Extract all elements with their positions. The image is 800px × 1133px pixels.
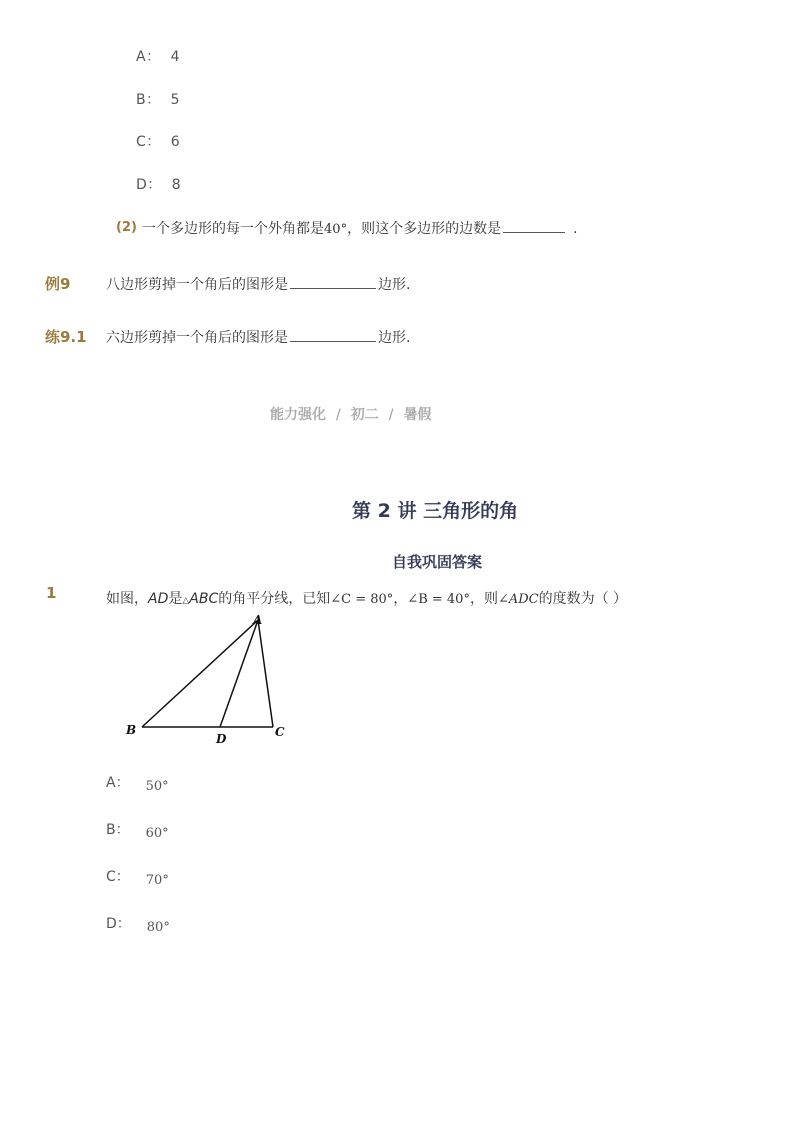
option-label: A： — [136, 49, 161, 65]
footer-separator: / — [388, 407, 394, 423]
text-part: 是 — [168, 591, 183, 607]
lesson-title: 第 2 讲 三角形的角 — [352, 500, 519, 522]
text-part: 边形. — [378, 277, 411, 293]
option-label: B： — [106, 822, 130, 838]
label-d: D — [216, 732, 227, 746]
option-value: 70° — [145, 873, 169, 888]
problem-number: 1 — [46, 584, 57, 602]
option-label: C： — [106, 869, 130, 885]
triangle-symbol: △ — [182, 596, 190, 606]
option-d — [136, 174, 181, 194]
text-part: 六边形剪掉一个角后的图形是 — [106, 330, 288, 346]
angle-b: ∠B = 40° — [407, 592, 470, 607]
answer-option-d — [106, 913, 170, 933]
angle-value: 40° — [324, 222, 348, 237]
subquestion-2 — [116, 218, 578, 238]
option-c — [136, 131, 180, 151]
triangle-figure — [120, 608, 300, 748]
answer-option-b — [106, 819, 169, 839]
section-title: 自我巩固答案 — [392, 553, 483, 571]
angle-adc: ∠ADC — [497, 592, 539, 607]
text-part: 的角平分线，已知 — [218, 591, 331, 607]
text-part: 的度数为（ ） — [538, 591, 628, 607]
answer-option-a — [106, 772, 169, 792]
option-label: B： — [136, 92, 161, 108]
answer-blank[interactable] — [503, 231, 565, 233]
footer-part: 暑假 — [403, 407, 432, 423]
option-value: 5 — [170, 92, 181, 108]
practice-text — [106, 327, 410, 347]
option-a — [136, 46, 180, 66]
bisector-ad — [220, 620, 258, 727]
option-value: 6 — [170, 134, 181, 150]
option-label: C： — [136, 134, 161, 150]
example-text — [106, 274, 410, 294]
option-value: 60° — [145, 826, 169, 841]
text-part: 一个多边形的每一个外角都是 — [142, 221, 325, 237]
text-part: 八边形剪掉一个角后的图形是 — [106, 277, 288, 293]
text-part: ，则这个多边形的边数是 — [347, 221, 502, 237]
text-part: . — [573, 221, 578, 237]
text-part: 边形. — [378, 330, 411, 346]
problem-text — [106, 588, 627, 608]
footer-part: 能力强化 — [270, 407, 326, 423]
option-label: D： — [106, 916, 131, 932]
option-value: 50° — [145, 779, 169, 794]
footer-part: 初二 — [350, 407, 379, 423]
practice-label: 练9.1 — [45, 328, 87, 346]
text-part: ， — [393, 591, 408, 607]
option-label: A： — [106, 775, 130, 791]
segment-ad: AD — [148, 591, 169, 607]
text-part: 如图， — [106, 591, 148, 607]
footer-separator: / — [336, 407, 341, 423]
example-label: 例9 — [45, 275, 71, 293]
option-value: 80° — [146, 920, 170, 935]
answer-option-c — [106, 866, 169, 886]
side-ab — [142, 620, 258, 727]
answer-blank[interactable] — [290, 340, 376, 342]
label-c: C — [275, 725, 285, 739]
angle-c: ∠C = 80° — [330, 592, 394, 607]
option-label: D： — [136, 177, 162, 193]
subquestion-text — [142, 221, 578, 237]
label-b: B — [126, 723, 137, 737]
option-value: 8 — [171, 177, 182, 193]
side-ac — [258, 620, 273, 727]
triangle-abc: ABC — [189, 591, 219, 607]
answer-blank[interactable] — [290, 287, 376, 289]
option-b — [136, 89, 180, 109]
label-a: A — [253, 613, 263, 627]
page-footer — [270, 404, 431, 424]
text-part: ，则 — [469, 591, 498, 607]
option-value: 4 — [170, 49, 180, 65]
subquestion-number: (2) — [116, 220, 137, 235]
